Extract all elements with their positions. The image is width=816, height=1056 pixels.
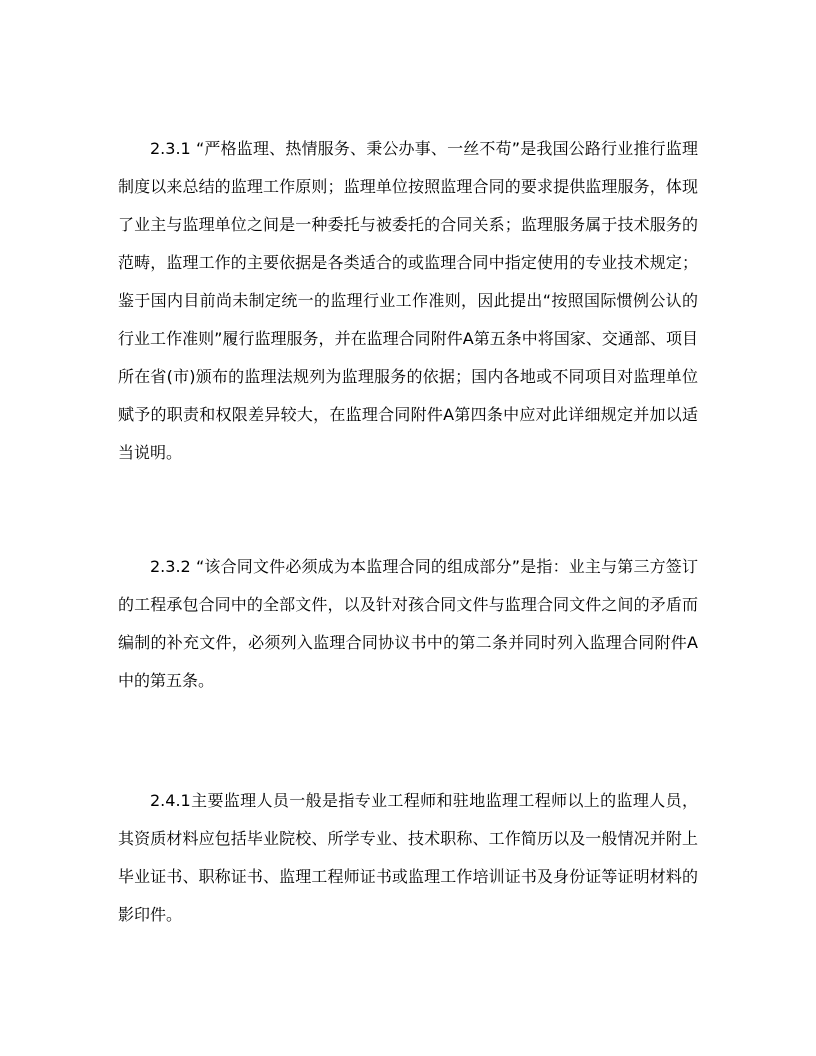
paragraph-2-4-1: 2.4.1主要监理人员一般是指专业工程师和驻地监理工程师以上的监理人员，其资质材料应包括毕业院校、所学专业、技术职称、工作简历以及一般情况并附上毕业证书、职称证书、监理工程师证书或监理工作培训证书及身份证等证明材料的影印件。 <box>118 791 698 924</box>
paragraph-2-3-2: 2.3.2 “该合同文件必须成为本监理合同的组成部分”是指：业主与第三方签订的工程承包合同中的全部文件，以及针对孩合同文件与监理合同文件之间的矛盾而编制的补充文件，必须列入监理合同协议书中的第二条并同时列入监理合同附件A中的第五条。 <box>118 557 698 690</box>
paragraph-2-3-1: 2.3.1 “严格监理、热情服务、秉公办事、一丝不苟”是我国公路行业推行监理制度以来总结的监理工作原则；监理单位按照监理合同的要求提供监理服务，体现了业主与监理单位之间是一种委托与被委托的合同关系；监理服务属于技术服务的范畴，监理工作的主要依据是各类适合的或监理合同中指定使用的专业技术规定；鉴于国内目前尚未制定统一的监理行业工作准则，因此提出“按照国际惯例公认的行业工作准则”履行监理服务，并在监理合同附件A第五条中将国家、交通部、项目所在省(市)颁布的监理法规列为监理服务的依据；国内各地或不同项目对监理单位赋予的职责和权限差异较大，在监理合同附件A第四条中应对此详细规定并加以适当说明。 <box>118 139 698 462</box>
